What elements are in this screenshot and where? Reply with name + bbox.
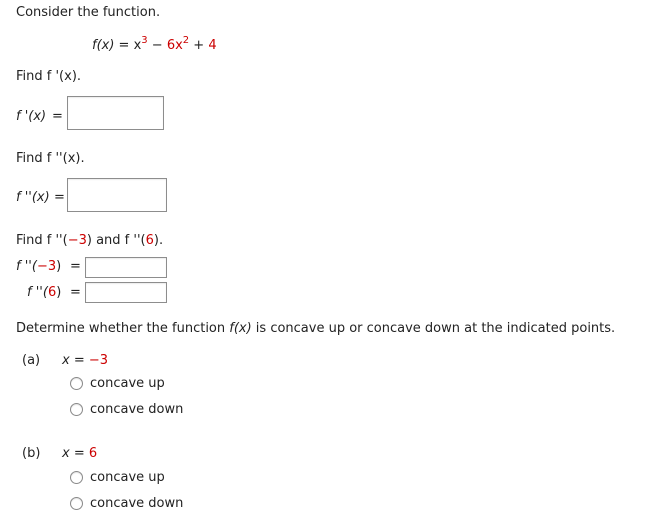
function-coef: 6x xyxy=(166,38,183,53)
q3-prompt-post: ). xyxy=(153,233,164,248)
second-derivative-input[interactable] xyxy=(67,178,167,212)
q3-prompt-a: −3 xyxy=(67,233,87,248)
part-a-x-eq: x = xyxy=(62,353,89,368)
q3-prompt-pre: Find f ''( xyxy=(16,233,68,248)
q3-row1-label xyxy=(16,259,61,275)
q4-prompt xyxy=(16,321,615,337)
part-a-concave-down-label[interactable]: concave down xyxy=(90,402,184,417)
part-a-label: (a) xyxy=(22,353,41,368)
function-lhs: f(x) xyxy=(92,38,115,53)
part-b-x-eq: x = xyxy=(62,446,89,461)
part-a-x-val: −3 xyxy=(88,353,109,368)
q3-row2-pre: f ''( xyxy=(27,285,48,300)
part-a-concave-up-radio[interactable] xyxy=(70,377,83,390)
part-b-concave-down-radio[interactable] xyxy=(70,497,83,510)
q2-equals: = xyxy=(54,190,65,205)
q3-row2-arg: 6 xyxy=(47,285,57,300)
q1-prompt: Find f '(x). xyxy=(16,69,82,84)
part-a-point xyxy=(62,353,108,369)
second-derivative-at-neg3-input[interactable] xyxy=(85,257,167,278)
function-const: 4 xyxy=(208,38,217,53)
part-b-label: (b) xyxy=(22,446,41,461)
part-b-x-val: 6 xyxy=(88,446,98,461)
function-exp2: 2 xyxy=(182,35,190,46)
q1-label: f '(x) xyxy=(16,109,47,124)
q3-row2-equals: = xyxy=(70,285,81,300)
part-b-concave-up-radio[interactable] xyxy=(70,471,83,484)
part-b-concave-up-label[interactable]: concave up xyxy=(90,470,165,485)
q3-row1-post: ) xyxy=(56,259,62,274)
part-a-concave-up-label[interactable]: concave up xyxy=(90,376,165,391)
function-definition xyxy=(92,35,217,54)
function-plus: + xyxy=(189,38,209,53)
q3-row2-post: ) xyxy=(56,285,62,300)
q3-prompt-mid: ) and f ''( xyxy=(86,233,146,248)
q3-row1-arg: −3 xyxy=(36,259,57,274)
function-exp1: 3 xyxy=(141,35,148,46)
q1-equals: = xyxy=(52,109,63,124)
q3-row2-label xyxy=(27,285,61,301)
part-a-concave-down-radio[interactable] xyxy=(70,403,83,416)
q4-prompt-fx: f(x) xyxy=(229,321,252,336)
q4-prompt-pre: Determine whether the function xyxy=(16,321,230,336)
first-derivative-input[interactable] xyxy=(67,96,164,130)
function-minus: − xyxy=(147,38,167,53)
part-b-concave-down-label[interactable]: concave down xyxy=(90,496,184,511)
part-b-point xyxy=(62,446,97,462)
q3-row1-equals: = xyxy=(70,259,81,274)
function-eq: = x xyxy=(114,38,142,53)
intro-text: Consider the function. xyxy=(16,5,161,20)
q3-prompt-b: 6 xyxy=(145,233,154,248)
q3-row1-pre: f ''( xyxy=(16,259,37,274)
q4-prompt-post: is concave up or concave down at the indicated points. xyxy=(251,321,616,336)
second-derivative-at-6-input[interactable] xyxy=(85,282,167,303)
q2-prompt: Find f ''(x). xyxy=(16,151,85,166)
q3-prompt xyxy=(16,233,163,249)
q2-label: f ''(x) xyxy=(16,190,50,205)
